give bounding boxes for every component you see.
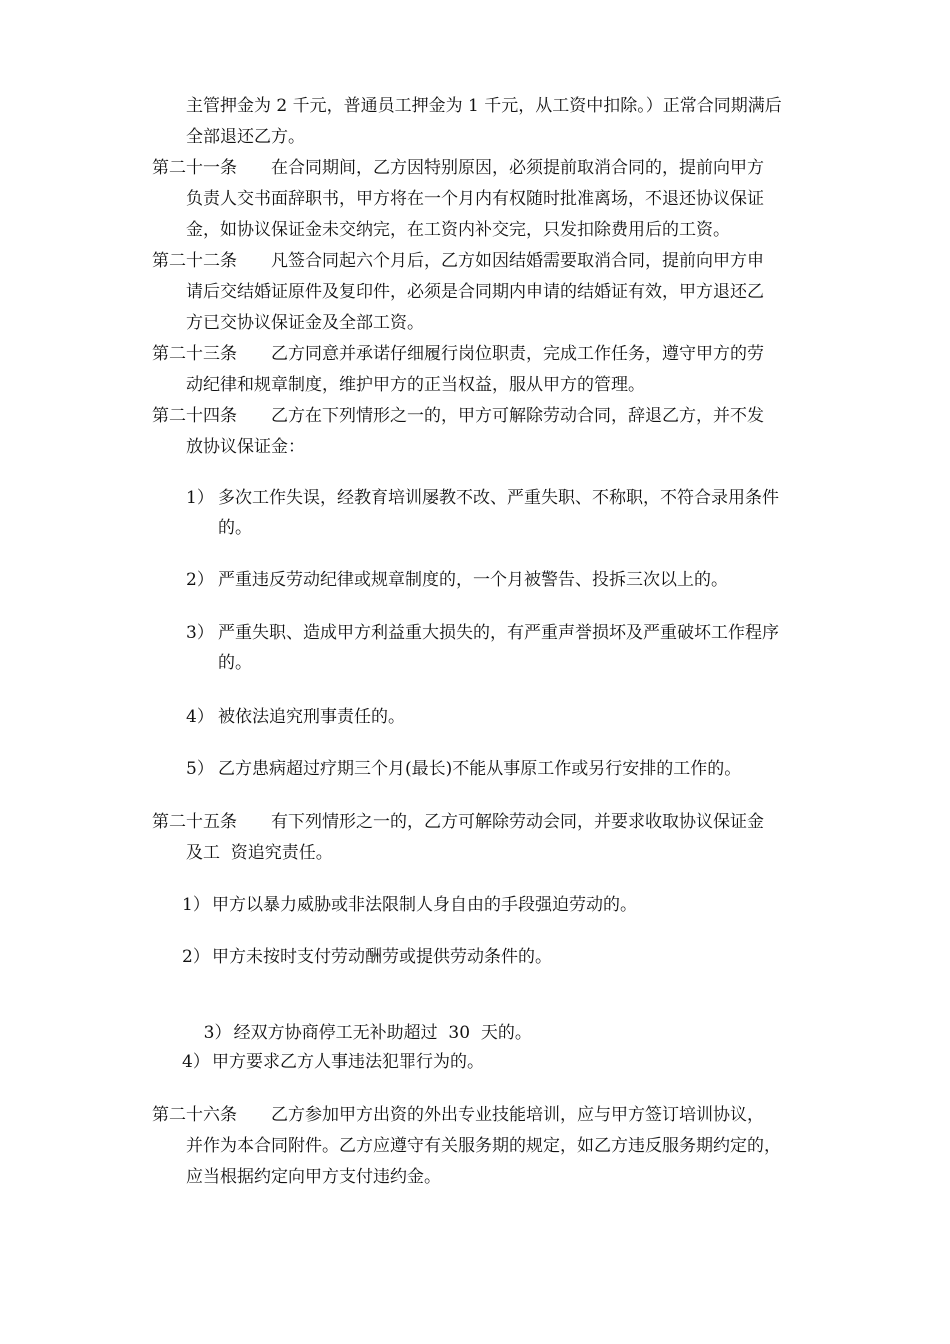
list-item <box>182 1050 484 1074</box>
list-item <box>186 757 741 781</box>
list-item-text: 被依法追究刑事责任的。 <box>218 707 405 727</box>
article-25-line <box>152 810 764 834</box>
article-21-line <box>152 156 764 180</box>
list-item-text: 甲方要求乙方人事违法犯罪行为的。 <box>212 1052 484 1072</box>
article-22-label: 第二十二条 <box>152 251 237 271</box>
list-item-number: 1） <box>186 488 214 508</box>
article-21-line: 金，如协议保证金未交纳完，在工资内补交完，只发扣除费用后的工资。 <box>186 220 730 240</box>
article-24-line <box>152 404 764 428</box>
list-item-text: 甲方以暴力威胁或非法限制人身自由的手段强迫劳动的。 <box>212 895 637 915</box>
article-23-text: 乙方同意并承诺仔细履行岗位职责，完成工作任务，遵守甲方的劳 <box>271 344 764 364</box>
list-item-number: 5） <box>186 759 214 779</box>
article-23-line <box>152 342 764 366</box>
list-item <box>186 705 405 729</box>
list-item-text: 多次工作失误，经教育培训屡教不改、严重失职、不称职，不符合录用条件 <box>218 488 779 508</box>
list-item-number: 4） <box>186 707 214 727</box>
article-22-line: 请后交结婚证原件及复印件，必须是合同期内申请的结婚证有效，甲方退还乙 <box>186 282 764 302</box>
article-22-text: 凡签合同起六个月后，乙方如因结婚需要取消合同，提前向甲方申 <box>271 251 764 271</box>
list-item-text: 经双方协商停工无补助超过 30 天的。 <box>233 1023 532 1043</box>
list-item-number: 2） <box>182 947 210 967</box>
intro-line: 全部退还乙方。 <box>186 127 305 147</box>
list-item-text: 乙方患病超过疗期三个月(最长)不能从事原工作或另行安排的工作的。 <box>218 759 742 779</box>
article-26-line: 应当根据约定向甲方支付违约金。 <box>186 1167 441 1187</box>
list-item <box>182 945 552 969</box>
article-26-text: 乙方参加甲方出资的外出专业技能培训，应与甲方签订培训协议， <box>271 1105 764 1125</box>
article-24-text: 乙方在下列情形之一的，甲方可解除劳动合同，辞退乙方，并不发 <box>271 406 764 426</box>
article-25-label: 第二十五条 <box>152 812 237 832</box>
article-24-line: 放协议保证金： <box>186 437 305 457</box>
article-25-text: 有下列情形之一的，乙方可解除劳动会同，并要求收取协议保证金 <box>271 812 764 832</box>
article-21-text: 在合同期间，乙方因特别原因，必须提前取消合同的，提前向甲方 <box>271 158 764 178</box>
article-23-line: 动纪律和规章制度，维护甲方的正当权益，服从甲方的管理。 <box>186 375 645 395</box>
list-item-continuation: 的。 <box>218 518 252 538</box>
article-26-label: 第二十六条 <box>152 1105 237 1125</box>
list-item <box>186 486 779 510</box>
article-26-line <box>152 1103 764 1127</box>
article-21-line: 负责人交书面辞职书，甲方将在一个月内有权随时批准离场，不退还协议保证 <box>186 189 764 209</box>
article-23-label: 第二十三条 <box>152 344 237 364</box>
article-25-line: 及工 资追究责任。 <box>186 843 333 863</box>
list-item-number: 3） <box>186 623 214 643</box>
list-item-text: 甲方未按时支付劳动酬劳或提供劳动条件的。 <box>212 947 552 967</box>
list-item-continuation: 的。 <box>218 653 252 673</box>
list-item-number: 4） <box>182 1052 210 1072</box>
article-22-line <box>152 249 764 273</box>
article-26-line: 并作为本合同附件。乙方应遵守有关服务期的规定，如乙方违反服务期约定的， <box>186 1136 781 1156</box>
intro-line: 主管押金为 2 千元，普通员工押金为 1 千元，从工资中扣除。）正常合同期满后 <box>186 96 782 116</box>
list-item <box>182 893 637 917</box>
list-item-text: 严重违反劳动纪律或规章制度的，一个月被警告、投拆三次以上的。 <box>218 570 728 590</box>
list-item-number: 3） <box>203 1023 232 1043</box>
article-24-label: 第二十四条 <box>152 406 237 426</box>
article-21-label: 第二十一条 <box>152 158 237 178</box>
article-22-line: 方已交协议保证金及全部工资。 <box>186 313 424 333</box>
list-item <box>186 568 728 592</box>
list-item-number: 1） <box>182 895 210 915</box>
list-item-text: 严重失职、造成甲方利益重大损失的，有严重声誉损坏及严重破坏工作程序 <box>218 623 779 643</box>
list-item <box>186 621 779 645</box>
list-item-number: 2） <box>186 570 214 590</box>
